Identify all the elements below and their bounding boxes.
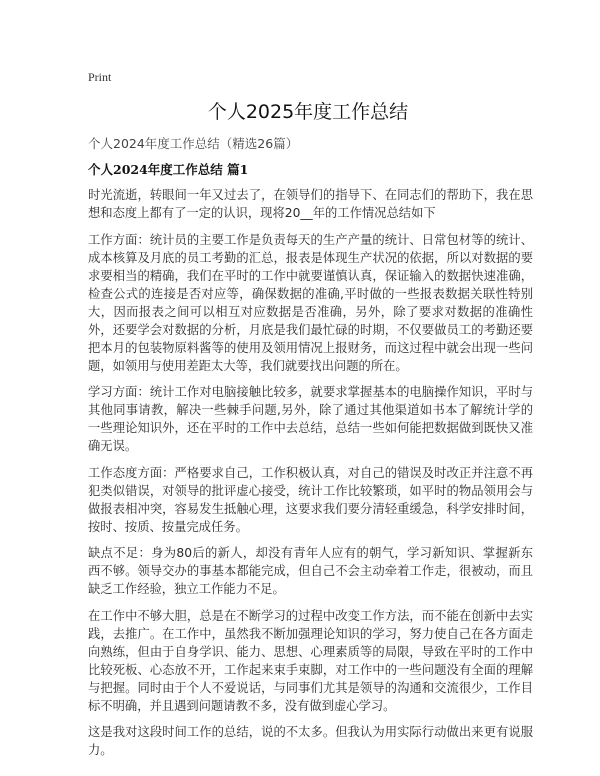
paragraph-boldness: 在工作中不够大胆，总是在不断学习的过程中改变工作方法，而不能在创新中去实践，去推广。在工作中，虽然我不断加强理论知识的学习，努力使自己在各方面走向熟练，但由于自身学识、能力、思想、心理素质等的局限，导致在平时的工作中比较死板、心态放不开，工作起来束手束脚，对工作中的一些问题没有全面的理解与把握。同时由于个人不爱说话，与同事们尤其是领导的沟通和交流很少，工作目标不明确，并且遇到问题请教不多，没有做到虚心学习。 [88, 608, 533, 713]
document-subtitle: 个人2024年度工作总结（精选26篇） [88, 136, 299, 151]
paragraph-conclusion: 这是我对这段时间工作的总结，说的不太多。但我认为用实际行动做出来更有说服力。 [88, 725, 533, 757]
page-title: 个人2025年度工作总结 [207, 101, 409, 123]
paragraph-work: 工作方面：统计员的主要工作是负责每天的生产产量的统计、日常包材等的统计、成本核算及月底的员工考勤的汇总，报表是体现生产状况的依据，所以对数据的要求要相当的精确，我们在平时的工作中就要谨慎认真，保证输入的数据快速准确，检查公式的连接是否对应等，确保数据的准确,平时做的一些报表数据关联性特别大，因而报表之间可以相互对应数据是否准确，另外，除了要求对数据的准确性外，还要学会对数据的分析，月底是我们最忙碌的时期，不仅要做员工的考勤还要把本月的包装物原料酱等的使用及领用情况上报财务，而这过程中就会出现一些问题，如领用与使用差距太大等，我们就要找出问题的所在。 [88, 232, 533, 373]
section-heading: 个人2024年度工作总结 篇1 [88, 162, 249, 177]
paragraph-study: 学习方面：统计工作对电脑接触比较多，就要求掌握基本的电脑操作知识，平时与其他同事请教，解决一些棘手问题,另外，除了通过其他渠道如书本了解统计学的一些理论知识外，还在平时的工作中去总结，总结一些如何能把数据做到既快又准确无误。 [88, 385, 533, 453]
print-label: Print [88, 70, 112, 84]
paragraph-shortcomings: 缺点不足：身为80后的新人，却没有青年人应有的朝气，学习新知识、掌握新东西不够。领导交办的事基本都能完成，但自己不会主动牵着工作走，很被动，而且缺乏工作经验，独立工作能力不足。 [88, 546, 533, 596]
paragraph-attitude: 工作态度方面：严格要求自己，工作积极认真，对自己的错误及时改正并注意不再犯类似错误，对领导的批评虚心接受，统计工作比较繁琐，如平时的物品领用会与做报表相冲突，容易发生抵触心理，这要求我们要分清轻重缓急，科学安排时间，按时、按质、按量完成任务。 [88, 465, 533, 534]
paragraph-intro: 时光流逝，转眼间一年又过去了，在领导们的指导下、在同志们的帮助下，我在思想和态度上都有了一定的认识，现将20__年的工作情况总结如下 [88, 188, 533, 220]
document-body [88, 186, 533, 768]
